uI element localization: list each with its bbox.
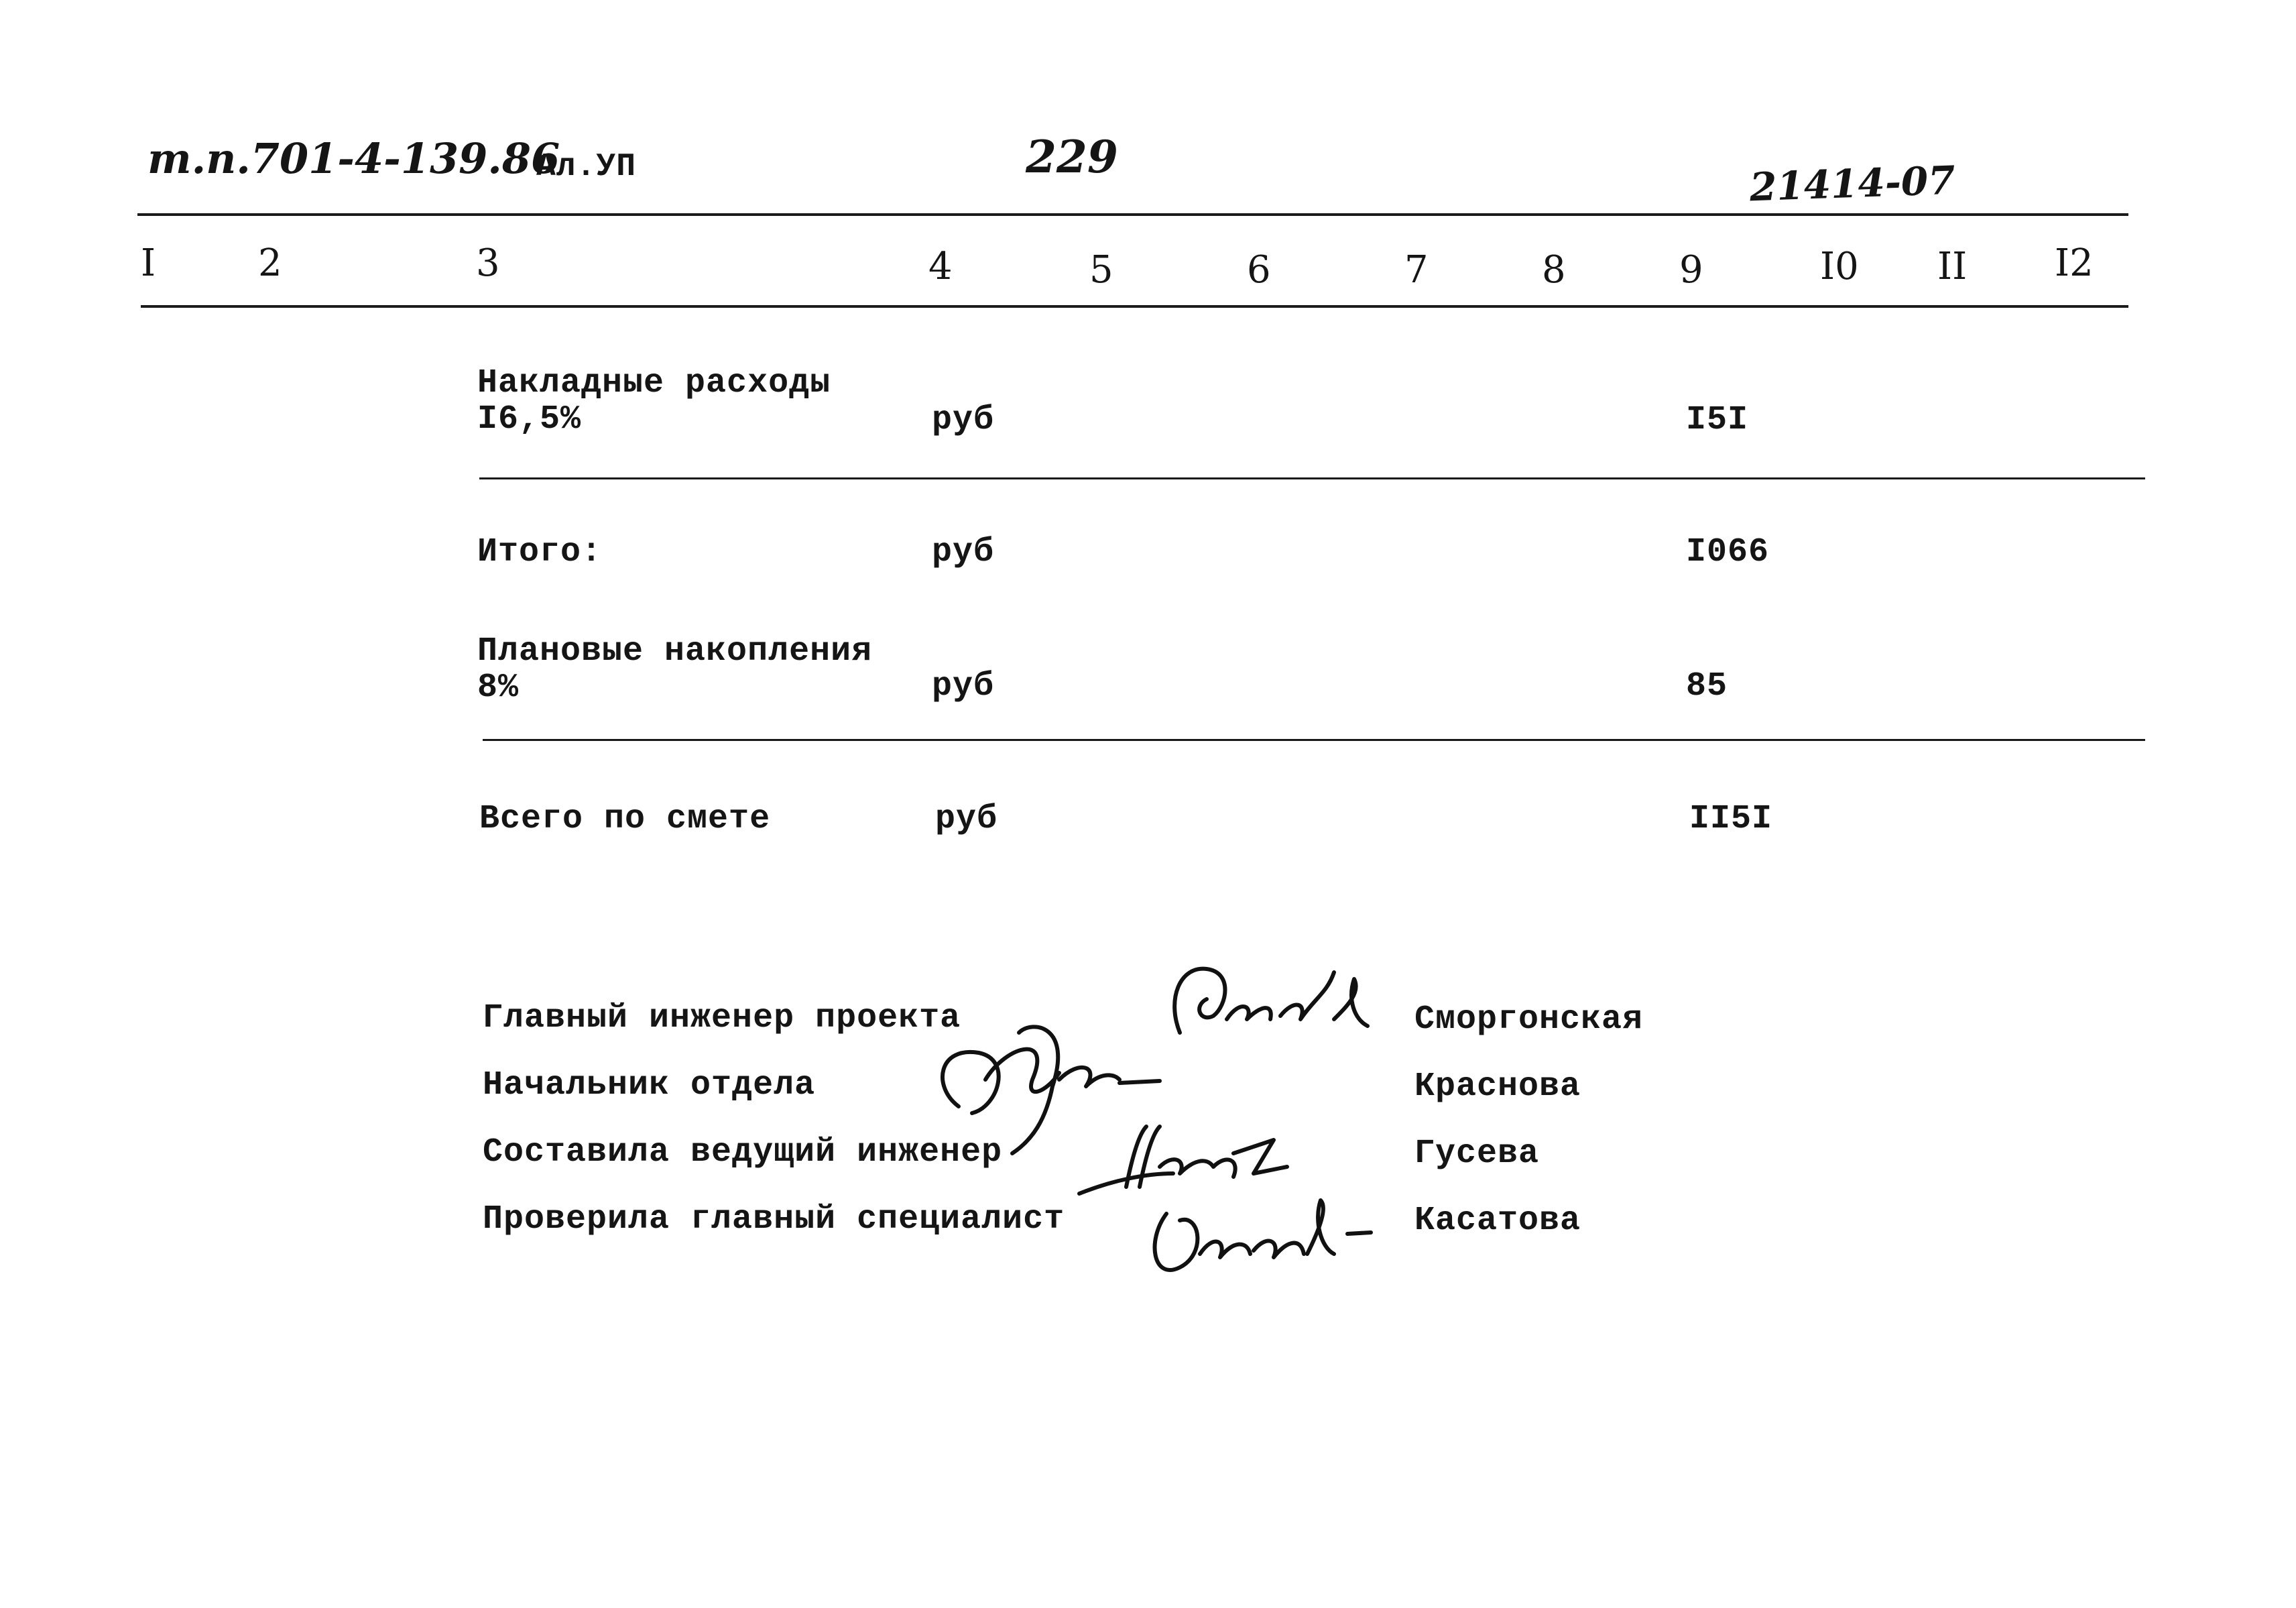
column-number: 5 (1089, 248, 1113, 292)
column-number: 7 (1404, 248, 1429, 292)
page-number: 229 (1026, 131, 1118, 183)
signatory-name: Сморгонская (1414, 1000, 1644, 1039)
header-top-rule (137, 213, 2128, 216)
signatory-name: Краснова (1414, 1068, 1581, 1106)
row-value: I066 (1686, 533, 1770, 571)
column-number: I2 (2055, 241, 2094, 285)
signatory-name: Гусева (1414, 1135, 1540, 1173)
signature-chief-specialist (1140, 1187, 1381, 1294)
row-label-line1: Накладные расходы (477, 364, 831, 402)
row-divider (483, 739, 2145, 741)
project-code: т.п.701-4-139.86 (147, 134, 560, 183)
row-unit: руб (932, 667, 995, 705)
signatory-position: Главный инженер проекта (483, 999, 961, 1037)
row-value: I5I (1686, 401, 1749, 439)
row-value: 85 (1686, 667, 1728, 705)
row-label: Всего по смете (479, 800, 771, 838)
column-number: 2 (258, 241, 282, 285)
column-number: I (141, 241, 156, 285)
column-number: II (1937, 245, 1968, 288)
signatory-name: Касатова (1414, 1202, 1581, 1240)
row-label-line2: I6,5% (477, 400, 582, 439)
column-number: 9 (1679, 248, 1703, 292)
signatory-position: Начальник отдела (483, 1066, 816, 1104)
column-number: 6 (1247, 248, 1271, 292)
signatory-position: Проверила главный специалист (483, 1200, 1065, 1239)
signatory-position: Составила ведущий инженер (483, 1133, 1003, 1171)
row-divider (479, 477, 2145, 479)
row-unit: руб (932, 401, 995, 439)
row-label: Итого: (477, 533, 603, 571)
row-label (477, 634, 872, 706)
document-number: 21414-07 (1748, 157, 1956, 211)
row-label (477, 365, 831, 438)
row-label-line1: Плановые накопления (477, 632, 873, 671)
row-label-line2: 8% (477, 669, 520, 707)
album-label: Ал.УП (536, 149, 637, 185)
column-number: 3 (476, 241, 500, 285)
row-value: II5I (1689, 800, 1773, 838)
header-bottom-rule (141, 305, 2128, 308)
column-number: I0 (1820, 245, 1859, 288)
column-number: 8 (1542, 248, 1566, 292)
row-unit: руб (935, 800, 998, 838)
row-unit: руб (932, 533, 995, 571)
column-number: 4 (928, 245, 953, 288)
